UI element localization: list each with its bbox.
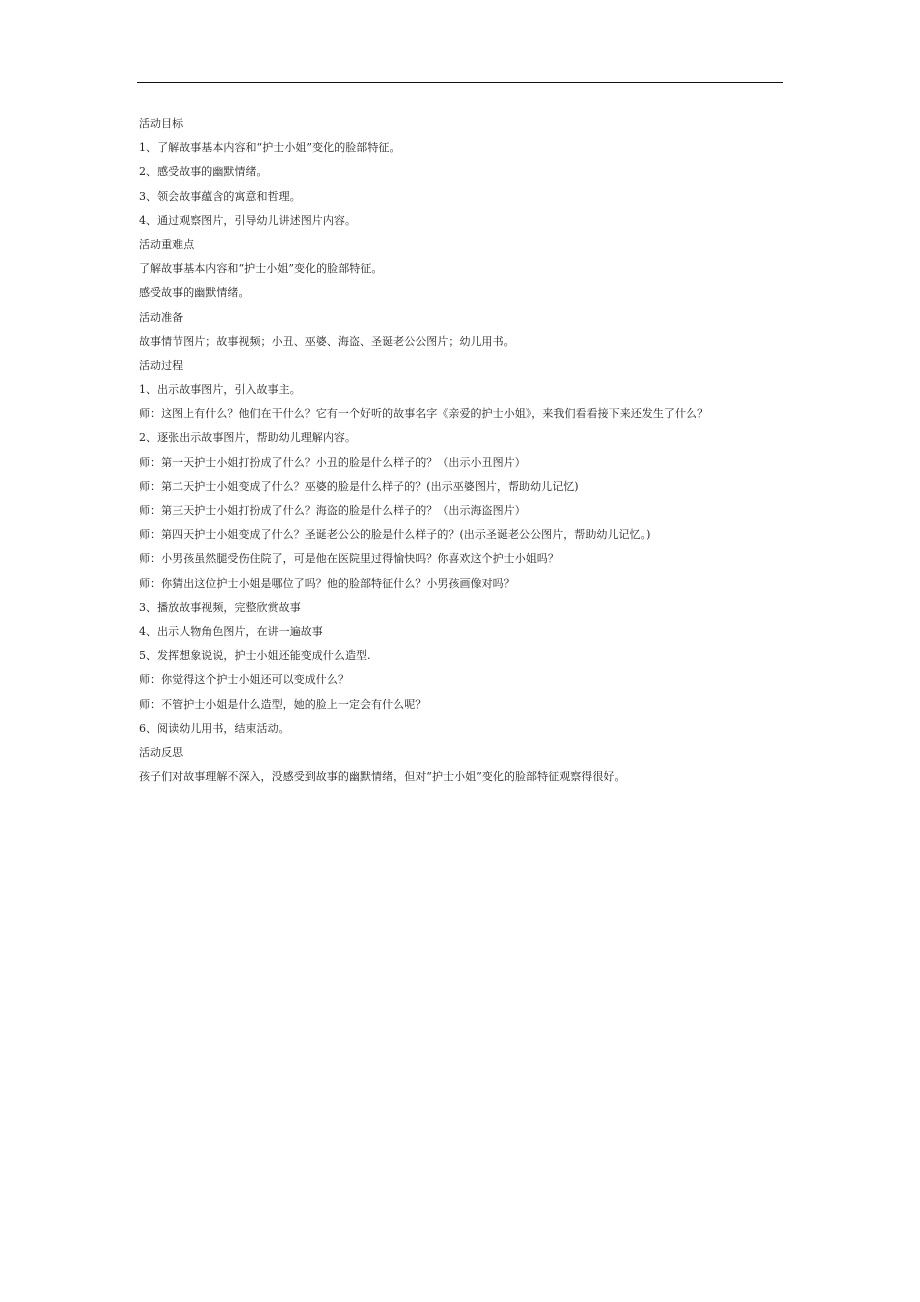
preparation-text: 故事情节图片；故事视频；小丑、巫婆、海盗、圣诞老公公图片；幼儿用书。: [139, 334, 515, 348]
document-body: [139, 112, 799, 789]
teacher-line: 师：你猜出这位护士小姐是哪位了吗？他的脸部特征什么？小男孩画像对吗？: [139, 576, 515, 590]
section-heading-goals: 活动目标: [139, 117, 184, 130]
process-step: 3、播放故事视频，完整欣赏故事: [139, 600, 301, 614]
goal-item: 2、感受故事的幽默情绪。: [139, 165, 268, 179]
teacher-line: 师：第二天护士小姐变成了什么？巫婆的脸是什么样子的？(出示巫婆图片，帮助幼儿记忆): [139, 479, 579, 493]
teacher-line: 师：这图上有什么？他们在干什么？它有一个好听的故事名字《亲爱的护士小姐》，来我们看看接下来还发生了什么？: [139, 407, 709, 421]
reflection-text: 孩子们对故事理解不深入，没感受到故事的幽默情绪，但对“护士小姐”变化的脸部特征观察得很好。: [139, 770, 626, 784]
process-step: 2、逐张出示故事图片，帮助幼儿理解内容。: [139, 431, 356, 445]
section-heading-key-points: 活动重难点: [139, 237, 195, 251]
goal-item: 3、领会故事蕴含的寓意和哲理。: [139, 189, 301, 203]
header-rule: [137, 82, 783, 83]
section-heading-process: 活动过程: [139, 358, 184, 372]
teacher-line: 师：你觉得这个护士小姐还可以变成什么？: [139, 673, 349, 687]
section-heading-reflection: 活动反思: [139, 745, 184, 759]
goal-item: 4、通过观察图片，引导幼儿讲述图片内容。: [139, 213, 356, 227]
process-step: 5、发挥想象说说，护士小姐还能变成什么造型.: [139, 649, 371, 663]
process-step: 6、阅读幼儿用书，结束活动。: [139, 721, 290, 735]
process-step: 4、出示人物角色图片，在讲一遍故事: [139, 624, 323, 638]
key-point-item: 感受故事的幽默情绪。: [139, 286, 250, 300]
teacher-line: 师：第四天护士小姐变成了什么？圣诞老公公的脸是什么样子的？(出示圣诞老公公图片，帮助幼儿记忆。): [139, 528, 651, 542]
process-step: 1、出示故事图片，引入故事主。: [139, 383, 301, 397]
key-point-item: 了解故事基本内容和“护士小姐”变化的脸部特征。: [139, 262, 383, 276]
teacher-line: 师：第一天护士小姐打扮成了什么？小丑的脸是什么样子的？（出示小丑图片）: [139, 455, 526, 469]
teacher-line: 师：不管护士小姐是什么造型，她的脸上一定会有什么呢？: [139, 697, 427, 711]
teacher-line: 师：第三天护士小姐打扮成了什么？海盗的脸是什么样子的？（出示海盗图片）: [139, 504, 526, 517]
teacher-line: 师：小男孩虽然腿受伤住院了，可是他在医院里过得愉快吗？你喜欢这个护士小姐吗？: [139, 552, 559, 566]
goal-item: 1、了解故事基本内容和“护士小姐”变化的脸部特征。: [139, 141, 401, 155]
section-heading-preparation: 活动准备: [139, 310, 184, 324]
